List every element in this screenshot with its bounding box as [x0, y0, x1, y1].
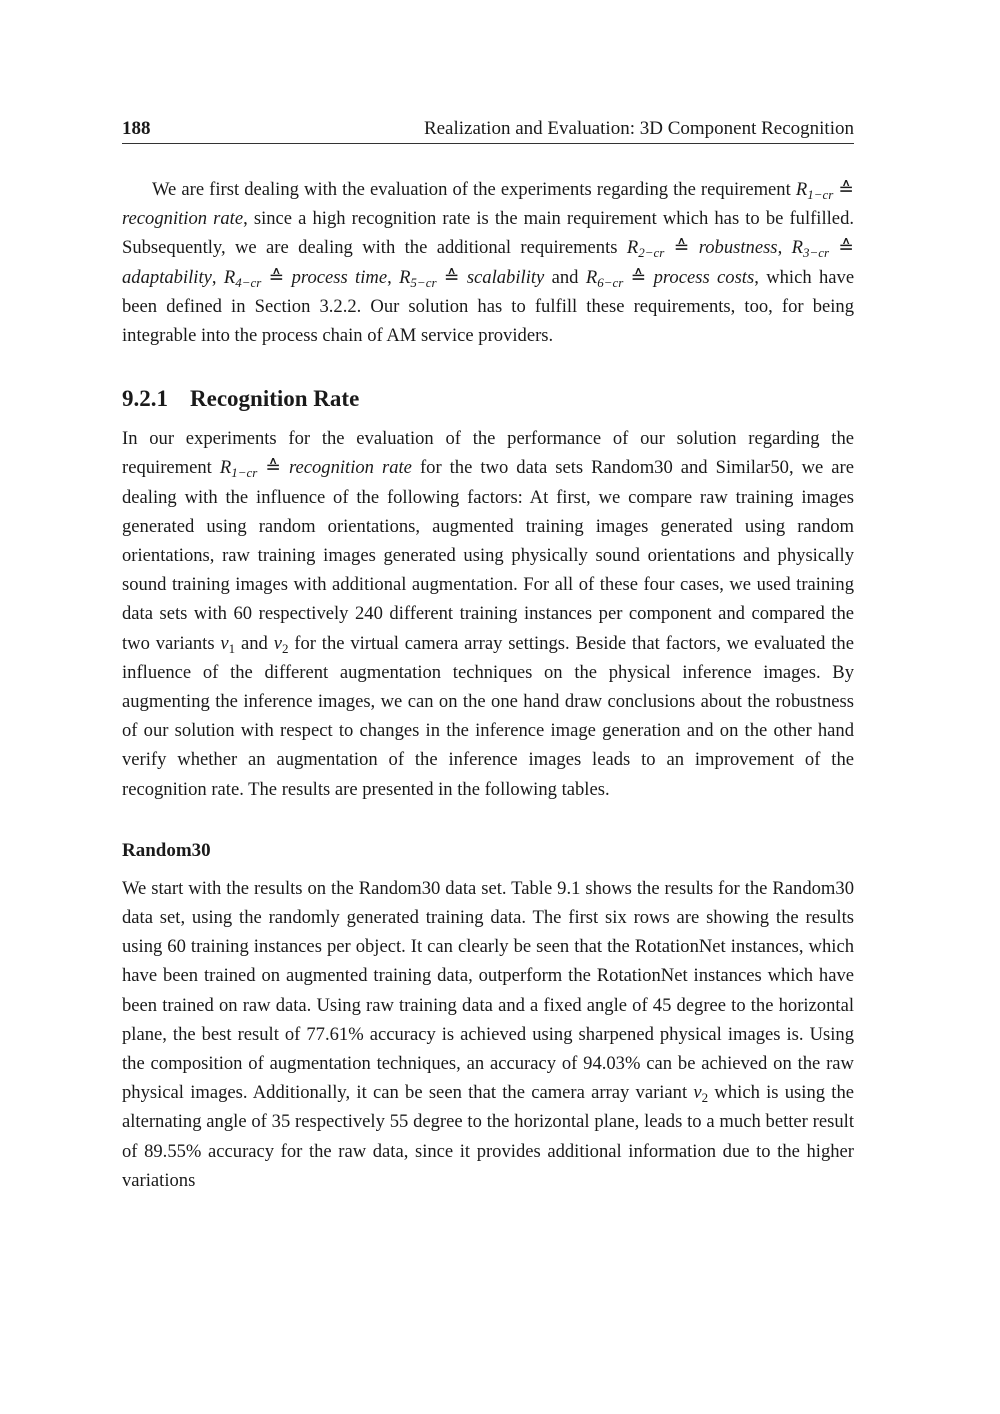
req-r5: $R_{5-cr}$	[399, 266, 437, 290]
intro-text-1: We are first dealing with the evaluation of the experiments regarding the requirement	[152, 179, 791, 200]
exp-text-1: In our experiments for the evaluation of the performance of our solution regarding the requirement	[122, 428, 854, 479]
section-title: Recognition Rate	[190, 386, 360, 412]
variant-v1: $v_1$	[220, 632, 236, 656]
subsection-heading: Random30	[122, 839, 211, 861]
running-title: Realization and Evaluation: 3D Component Recognition	[423, 118, 854, 139]
exp-text-2: for the two data sets Random30 and Similar50, we are dealing with the influence of the following factors: At first, we compare raw training images generated using random orientations, augmented training images generated using random orientations, raw training images generated using physically sound orientations and physically sound training images with additional augmentation. For all of these four cases, we used training data sets with 60 respectively 240 different training instances per component and compared the two variants	[122, 457, 854, 654]
req-r1: $R_{1-cr}$	[795, 179, 834, 202]
req-r5-term: scalability	[466, 266, 545, 288]
req-r3-term: adaptability	[122, 266, 212, 288]
section-heading	[122, 386, 854, 412]
random30-paragraph	[122, 874, 854, 1195]
variant-v2: $v_2$	[273, 632, 289, 656]
section-number: 9.2.1	[122, 386, 168, 412]
req-r2-term: robustness	[698, 237, 778, 259]
intro-text-2: , since a high recognition rate is the main requirement which has to be fulfilled. Subsequently, we are dealing with the additional requirements	[122, 208, 855, 259]
req-r6-term: process costs	[653, 266, 755, 288]
req-r2: $R_{2-cr}$	[626, 237, 665, 261]
corresponds-symbol: ≙	[838, 179, 854, 200]
req-r4: $R_{4-cr}$	[223, 266, 262, 290]
page	[122, 118, 854, 1195]
r30-text-1: We start with the results on the Random30 data set. Table 9.1 shows the results for the Random30 data set, using the randomly generated training data. The first six rows are showing the results using 60 training instances per object. It can clearly be seen that the RotationNet instances, which have been trained on augmented training data, outperform the RotationNet instances which have been trained on raw data. Using raw training data and a fixed angle of 45 degree to the horizontal plane, the best result of 77.61% accuracy is achieved using sharpened physical images is. Using the composition of augmentation techniques, an accuracy of 94.03% can be achieved on the raw physical images. Additionally, it can be seen that the camera array variant	[122, 877, 854, 1104]
req-r6: $R_{6-cr}$	[585, 266, 624, 290]
experiments-paragraph: In our experiments for the evaluation of the performance of our solution regarding the requirement $R_{1-cr}$ ≙ recognition rate for the two data sets Random30 and Similar50, we are dealing with the influence of the following factors: At first, we compare raw training images generated using random orientations, augmented training images generated using random orientations, raw training images generated using physically sound orientations and physically sound training images with additional augmentation. For all of these four cases, we used training data sets with 60 respectively 240 different training instances per component and compared the two variants $v_1$ and $v_2$ for the virtual camera array settings. Beside that factors, we evaluated the influence of the different augmentation techniques on the physical inference images. By augmenting the inference images, we can on the one hand draw conclusions about the robustness of our solution with respect to changes in the inference image generation and on the other hand verify whether an augmentation of the inference images leads to an improvement of the recognition rate. The results are presented in the following tables.	[122, 428, 854, 800]
req-r1-term: recognition rate	[122, 208, 244, 230]
r30-text-2: which is using the alternating angle of 35 respectively 55 degree to the horizontal plane, leads to a much better result of 89.55% accuracy for the raw data, since it provides additional information due to the higher variations	[122, 1082, 854, 1191]
running-header	[122, 118, 854, 144]
exp-text-3: for the virtual camera array settings. Beside that factors, we evaluated the influence of the different augmentation techniques on the physical inference images. By augmenting the inference images, we can on the one hand draw conclusions about the robustness of our solution with respect to changes in the inference image generation and on the other hand verify whether an augmentation of the inference images leads to an improvement of the recognition rate. The results are presented in the following tables.	[122, 632, 854, 800]
req-r3: $R_{3-cr}$	[791, 237, 830, 261]
page-number: 188	[122, 118, 151, 139]
req-r4-term: process time	[291, 266, 388, 288]
req-r1-ref: $R_{1-cr}$	[219, 457, 258, 481]
intro-paragraph: We are first dealing with the evaluation of the experiments regarding the requirement $R_{1-cr}$ ≙ recognition rate, since a high recognition rate is the main requirement which has to be fulfilled. Subsequently, we are dealing with the additional requirements $R_{2-cr}$ ≙ robustness, $R_{3-cr}$ ≙ adaptability, $R_{4-cr}$ ≙ process time, $R_{5-cr}$ ≙ scalability and $R_{6-cr}$ ≙ process costs, which have been defined in Section 3.2.2. Our solution has to fulfill these requirements, too, for being integrable into the process chain of AM service providers.	[122, 179, 855, 347]
variant-v2-ref: $v_2$	[693, 1082, 709, 1106]
intro-text-3: , which have been defined in Section 3.2.2. Our solution has to fulfill these requirements, too, for being integrable into the process chain of AM service providers.	[122, 266, 855, 347]
